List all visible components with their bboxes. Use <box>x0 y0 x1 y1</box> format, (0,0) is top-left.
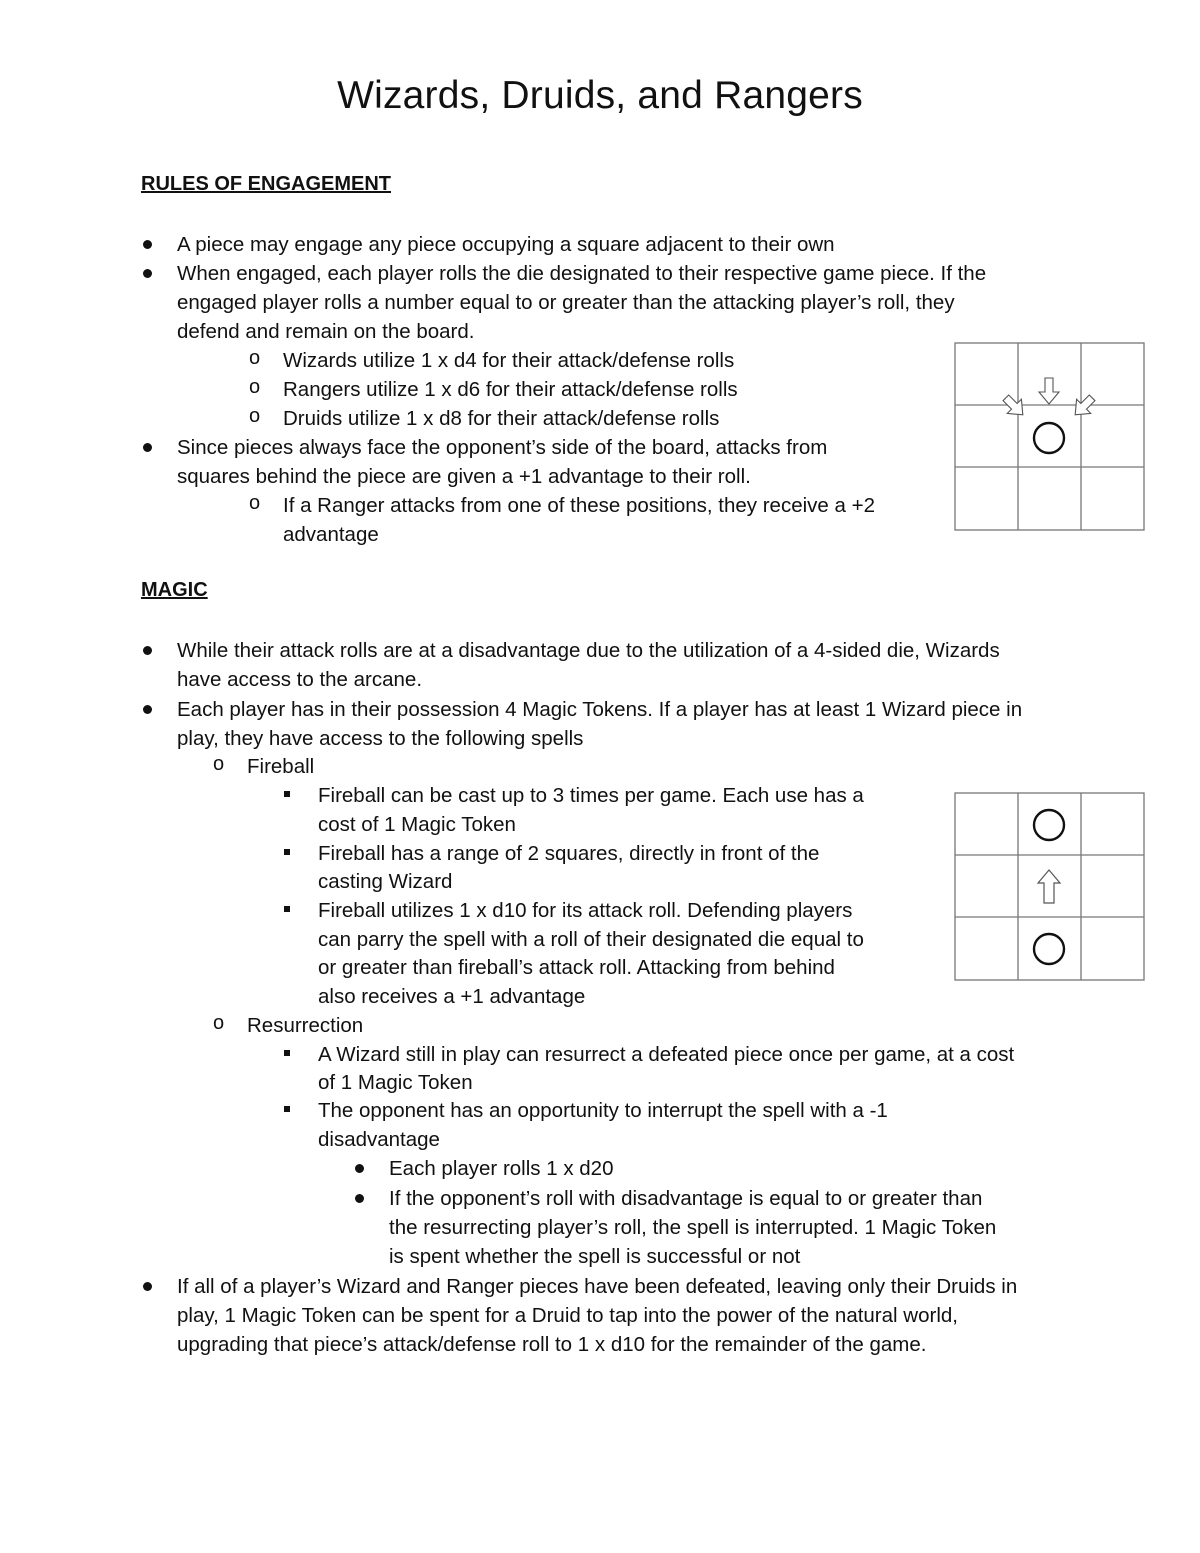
resurrection-point-2-line-2: disadvantage <box>318 1128 440 1151</box>
section-heading-magic: MAGIC <box>141 579 208 601</box>
arrow-down-icon <box>1039 378 1059 404</box>
sub-bullet-marker: o <box>249 347 261 369</box>
wizard-piece-circle <box>1034 934 1064 964</box>
engagement-bullet-3-line-1: Since pieces always face the opponent’s side of the board, attacks from <box>177 436 828 459</box>
resurrection-point-2-line-1: The opponent has an opportunity to interrupt the spell with a -1 <box>318 1099 888 1122</box>
resurrection-point-1-line-2: of 1 Magic Token <box>318 1071 473 1094</box>
bullet-marker <box>143 269 152 278</box>
square-bullet-marker <box>284 1050 290 1056</box>
resurrection-sub-2-line-1: If the opponent’s roll with disadvantage is equal to or greater than <box>389 1187 983 1210</box>
fireball-label: Fireball <box>247 755 315 778</box>
sub-bullet-marker: o <box>213 753 225 775</box>
resurrection-sub-2-line-3: is spent whether the spell is successful or not <box>389 1245 801 1268</box>
dice-druids: Druids utilize 1 x d8 for their attack/defense rolls <box>283 407 720 430</box>
dice-wizards: Wizards utilize 1 x d4 for their attack/defense rolls <box>283 349 735 372</box>
sub-bullet-marker: o <box>249 376 261 398</box>
arrow-icons <box>999 378 1099 422</box>
ranger-note-line-1: If a Ranger attacks from one of these positions, they receive a +2 <box>283 494 875 517</box>
fireball-point-2-line-2: casting Wizard <box>318 870 453 893</box>
rear-attack-diagram <box>954 342 1146 532</box>
resurrection-sub-1: Each player rolls 1 x d20 <box>389 1157 614 1180</box>
engagement-bullet-2-line-1: When engaged, each player rolls the die designated to their respective game piece. If the <box>177 262 987 285</box>
fireball-point-3-line-3: or greater than fireball’s attack roll. Attacking from behind <box>318 956 835 979</box>
bullet-marker <box>355 1194 364 1203</box>
magic-bullet-2-line-2: play, they have access to the following spells <box>177 727 584 750</box>
game-piece-circle <box>1034 423 1064 453</box>
square-bullet-marker <box>284 791 290 797</box>
arrow-up-icon <box>1038 870 1060 903</box>
square-bullet-marker <box>284 906 290 912</box>
resurrection-point-1-line-1: A Wizard still in play can resurrect a defeated piece once per game, at a cost <box>318 1043 1015 1066</box>
engagement-bullet-3-line-2: squares behind the piece are given a +1 advantage to their roll. <box>177 465 751 488</box>
engagement-bullet-1: A piece may engage any piece occupying a square adjacent to their own <box>177 233 835 256</box>
fireball-range-diagram <box>954 792 1146 982</box>
sub-bullet-marker: o <box>213 1012 225 1034</box>
magic-bullet-3-line-2: play, 1 Magic Token can be spent for a Druid to tap into the power of the natural world, <box>177 1304 958 1327</box>
fireball-point-3-line-4: also receives a +1 advantage <box>318 985 586 1008</box>
fireball-point-3-line-1: Fireball utilizes 1 x d10 for its attack roll. Defending players <box>318 899 853 922</box>
resurrection-sub-2-line-2: the resurrecting player’s roll, the spell is interrupted. 1 Magic Token <box>389 1216 997 1239</box>
bullet-marker <box>143 240 152 249</box>
fireball-point-2-line-1: Fireball has a range of 2 squares, directly in front of the <box>318 842 820 865</box>
fireball-point-1-line-2: cost of 1 Magic Token <box>318 813 516 836</box>
magic-bullet-3-line-3: upgrading that piece’s attack/defense roll to 1 x d10 for the remainder of the game. <box>177 1333 927 1356</box>
square-bullet-marker <box>284 849 290 855</box>
target-piece-circle <box>1034 810 1064 840</box>
bullet-marker <box>143 705 152 714</box>
sub-bullet-marker: o <box>249 405 261 427</box>
grid-3x3 <box>955 343 1144 530</box>
arrow-diag-right-icon <box>999 391 1030 422</box>
resurrection-label: Resurrection <box>247 1014 364 1037</box>
section-heading-engagement: RULES OF ENGAGEMENT <box>141 173 392 195</box>
arrow-diag-left-icon <box>1068 391 1099 422</box>
engagement-bullet-2-line-3: defend and remain on the board. <box>177 320 475 343</box>
bullet-marker <box>143 1282 152 1291</box>
magic-bullet-3-line-1: If all of a player’s Wizard and Ranger pieces have been defeated, leaving only their Druids in <box>177 1275 1018 1298</box>
square-bullet-marker <box>284 1106 290 1112</box>
fireball-point-1-line-1: Fireball can be cast up to 3 times per game. Each use has a <box>318 784 864 807</box>
page-title: Wizards, Druids, and Rangers <box>337 74 863 117</box>
magic-bullet-1-line-2: have access to the arcane. <box>177 668 423 691</box>
bullet-marker <box>143 443 152 452</box>
sub-bullet-marker: o <box>249 492 261 514</box>
magic-bullet-2-line-1: Each player has in their possession 4 Magic Tokens. If a player has at least 1 Wizard piece in <box>177 698 1023 721</box>
ranger-note-line-2: advantage <box>283 523 379 546</box>
bullet-marker <box>355 1164 364 1173</box>
bullet-marker <box>143 646 152 655</box>
magic-bullet-1-line-1: While their attack rolls are at a disadvantage due to the utilization of a 4-sided die, Wizards <box>177 639 1000 662</box>
engagement-bullet-2-line-2: engaged player rolls a number equal to or greater than the attacking player’s roll, they <box>177 291 955 314</box>
dice-rangers: Rangers utilize 1 x d6 for their attack/defense rolls <box>283 378 738 401</box>
fireball-point-3-line-2: can parry the spell with a roll of their designated die equal to <box>318 928 864 951</box>
